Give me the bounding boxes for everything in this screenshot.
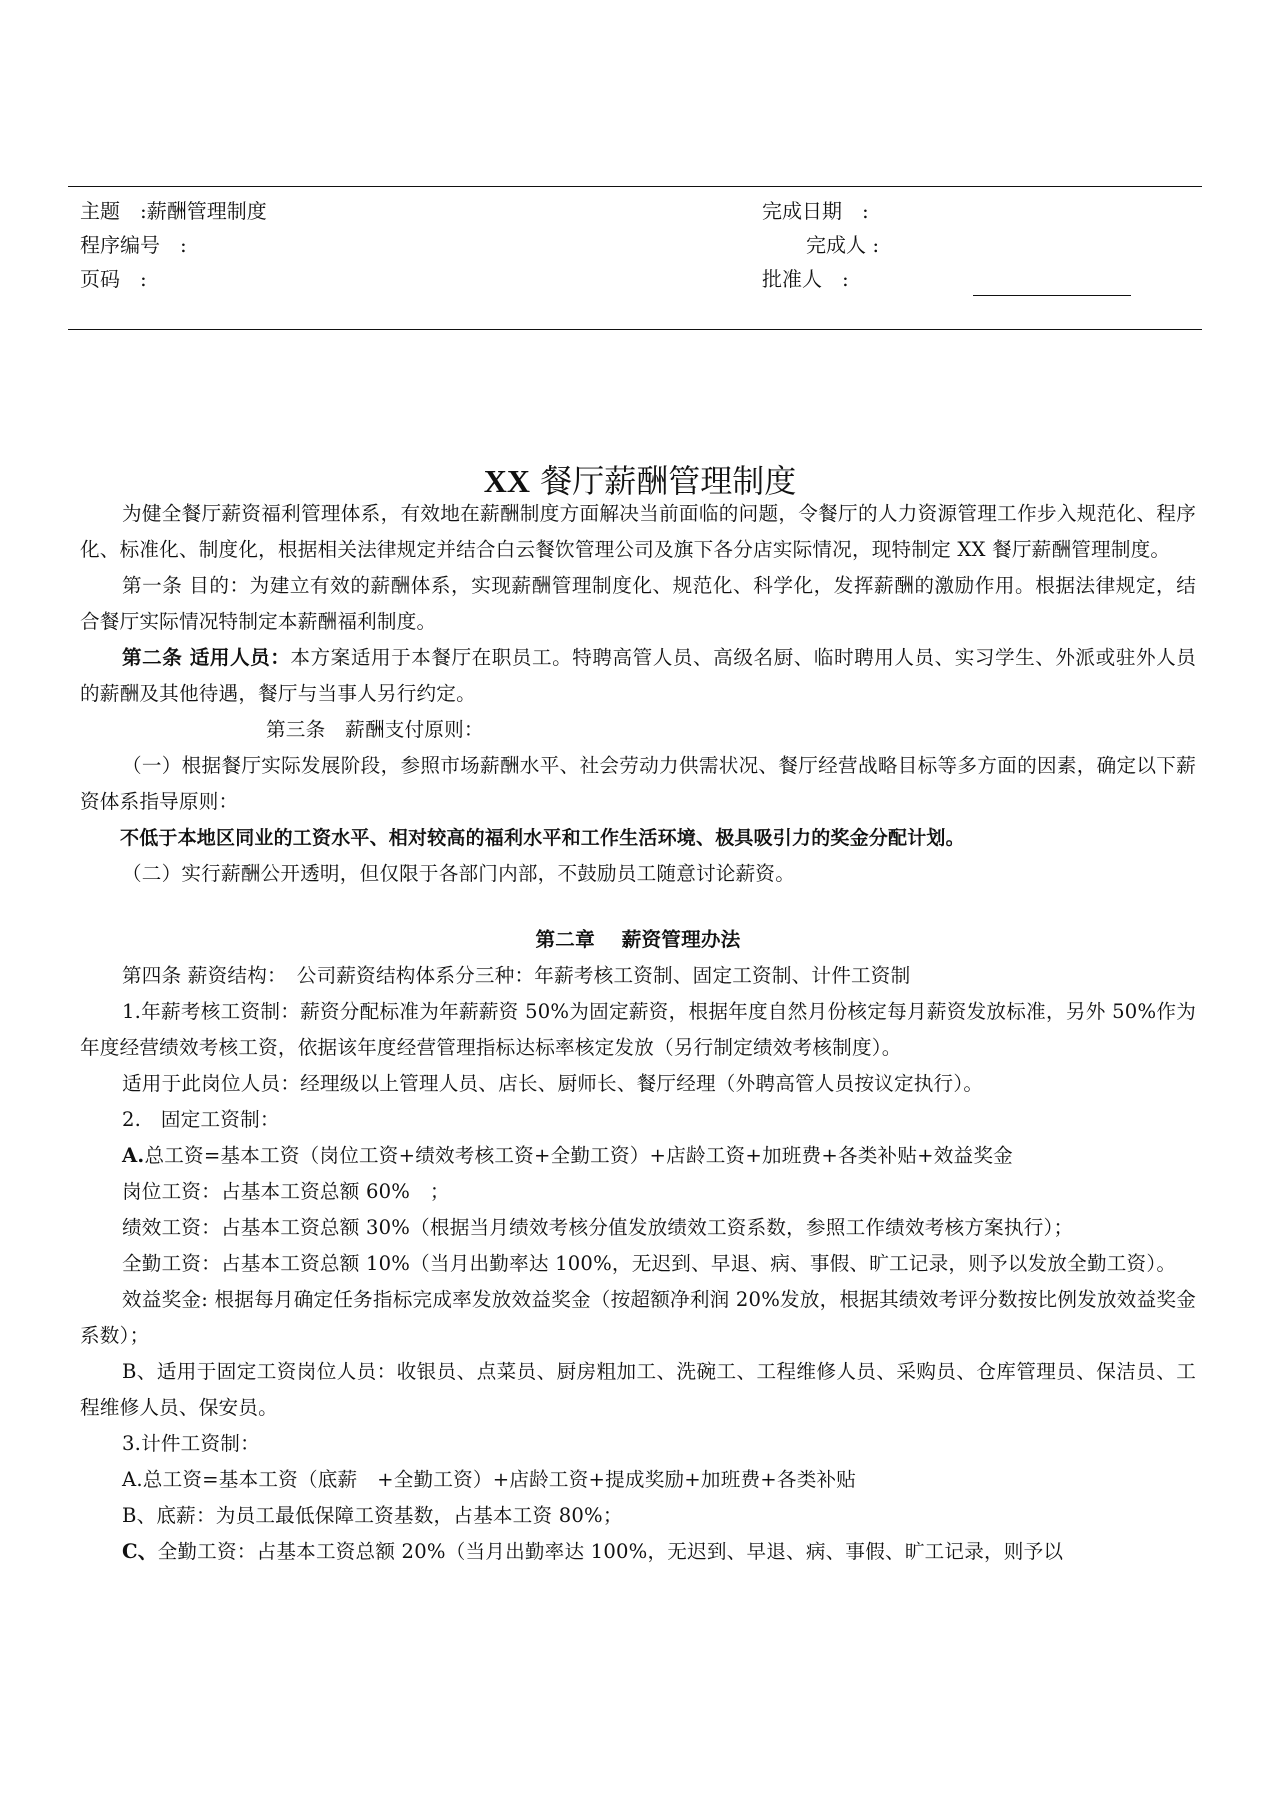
program-no-label: 程序编号 : xyxy=(80,233,187,257)
section-1: 1.年薪考核工资制：薪资分配标准为年薪薪资 50%为固定薪资，根据年度自然月份核定每月薪资发放标准，另外 50%作为年度经营绩效考核工资，依据该年度经营管理指标达标率核定发放（另行制定绩效考核制度）。 xyxy=(80,1000,1196,1059)
section-3-c xyxy=(80,1534,1196,1570)
article-4: 第四条 薪资结构： 公司薪资结构体系分三种：年薪考核工资制、固定工资制、计件工资制 xyxy=(122,964,911,987)
article-2-body: 本方案适用于本餐厅在职员工。特聘高管人员、高级名厨、临时聘用人员、实习学生、外派或驻外人员的薪酬及其他待遇，餐厅与当事人另行约定。 xyxy=(80,646,1197,705)
section-2-performance-wage: 绩效工资：占基本工资总额 30%（根据当月绩效考核分值发放绩效工资系数，参照工作绩效考核方案执行）； xyxy=(122,1216,1074,1239)
section-2-post-wage: 岗位工资：占基本工资总额 60% ； xyxy=(122,1180,450,1203)
finisher-label: 完成人 : xyxy=(806,233,880,257)
article-2 xyxy=(80,640,1196,712)
section-2-bonus-text: 根据每月确定任务指标完成率发放效益奖金（按超额净利润 20%发放，根据其绩效考评分数按比例发放效益奖金系数）； xyxy=(80,1288,1196,1347)
approver-label: 批准人 : xyxy=(762,267,849,291)
section-3-c-text: 全勤工资：占基本工资总额 20%（当月出勤率达 100%，无迟到、早退、病、事假、旷工记录，则予以 xyxy=(157,1540,1064,1563)
section-2: 2. 固定工资制： xyxy=(122,1108,280,1131)
section-2-b: B、适用于固定工资岗位人员：收银员、点菜员、厨房粗加工、洗碗工、工程维修人员、采购员、仓库管理员、保洁员、工程维修人员、保安员。 xyxy=(80,1360,1196,1419)
article-3-heading: 第三条 薪酬支付原则： xyxy=(266,718,484,741)
subject-label: 主题 :薪酬管理制度 xyxy=(80,199,267,223)
document-body xyxy=(80,496,1196,1570)
approver-signature-line xyxy=(973,295,1131,296)
section-3-a: A.总工资=基本工资（底薪 +全勤工资）+店龄工资+提成奖励+加班费+各类补贴 xyxy=(122,1468,857,1491)
section-3-b: B、底薪：为员工最低保障工资基数，占基本工资 80%； xyxy=(122,1504,623,1527)
title-text: 餐厅薪酬管理制度 xyxy=(530,462,797,501)
section-2-bonus-heading: 效益奖金: xyxy=(122,1288,209,1311)
section-3: 3.计件工资制： xyxy=(122,1432,260,1455)
page-no-label: 页码 : xyxy=(80,267,147,291)
header-top-rule xyxy=(68,186,1202,187)
article-3-item-1: （一）根据餐厅实际发展阶段，参照市场薪酬水平、社会劳动力供需状况、餐厅经营战略目标等多方面的因素，确定以下薪资体系指导原则： xyxy=(80,754,1196,813)
article-3-item-2: （二）实行薪酬公开透明，但仅限于各部门内部，不鼓励员工随意讨论薪资。 xyxy=(122,862,795,885)
section-3-c-marker: C、 xyxy=(122,1540,158,1563)
section-2-bonus xyxy=(80,1282,1196,1354)
finish-date-label: 完成日期 : xyxy=(762,199,869,223)
section-1-scope: 适用于此岗位人员：经理级以上管理人员、店长、厨师长、餐厅经理（外聘高管人员按议定执行）。 xyxy=(122,1072,984,1095)
section-2-a-marker: A. xyxy=(122,1144,145,1167)
article-2-heading: 第二条 适用人员： xyxy=(122,646,291,669)
section-2-a xyxy=(80,1138,1196,1174)
chapter-2-heading: 第二章 薪资管理办法 xyxy=(535,928,741,951)
article-3-principle: 不低于本地区同业的工资水平、相对较高的福利水平和工作生活环境、极具吸引力的奖金分配计划。 xyxy=(120,827,965,849)
title-prefix: XX xyxy=(483,463,531,500)
intro-paragraph: 为健全餐厅薪资福利管理体系，有效地在薪酬制度方面解决当前面临的问题，令餐厅的人力资源管理工作步入规范化、程序化、标准化、制度化，根据相关法律规定并结合白云餐饮管理公司及旗下各分店实际情况，现特制定 XX 餐厅薪酬管理制度。 xyxy=(80,502,1196,561)
article-1: 第一条 目的：为建立有效的薪酬体系，实现薪酬管理制度化、规范化、科学化，发挥薪酬的激励作用。根据法律规定，结合餐厅实际情况特制定本薪酬福利制度。 xyxy=(80,574,1196,633)
section-2-attendance-wage: 全勤工资：占基本工资总额 10%（当月出勤率达 100%，无迟到、早退、病、事假、旷工记录，则予以发放全勤工资）。 xyxy=(122,1252,1177,1275)
header-bottom-rule xyxy=(68,329,1202,330)
section-2-a-text: 总工资=基本工资（岗位工资+绩效考核工资+全勤工资）+店龄工资+加班费+各类补贴+效益奖金 xyxy=(144,1144,1013,1167)
